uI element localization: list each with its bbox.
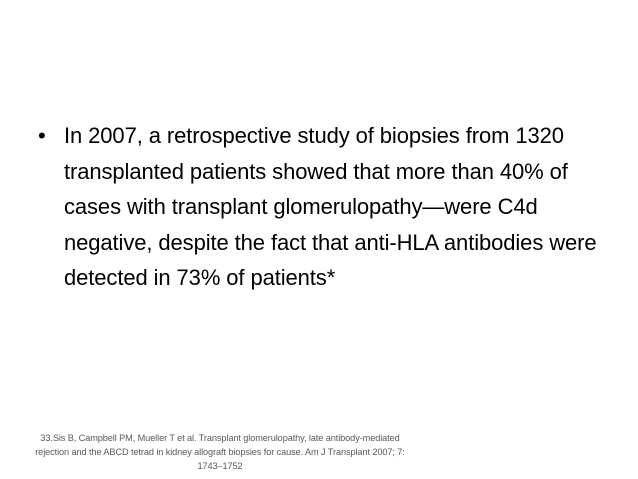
- reference-footnote: 33.Sis B, Campbell PM, Mueller T et al. Transplant glomerulopathy, late antibody-mediated rejection and the ABCD tetrad in kidney allograft biopsies for cause. Am J Transplant 2007; 7: 1743–1752: [35, 433, 405, 471]
- bullet-marker-icon: •: [38, 123, 46, 148]
- bullet-list: [38, 118, 610, 296]
- bullet-item: [38, 118, 610, 296]
- bullet-text: In 2007, a retrospective study of biopsies from 1320 transplanted patients showed that more than 40% of cases with transplant glomerulopathy—were C4d negative, despite the fact that anti-HLA antibodies were detected in 73% of patients*: [64, 123, 597, 290]
